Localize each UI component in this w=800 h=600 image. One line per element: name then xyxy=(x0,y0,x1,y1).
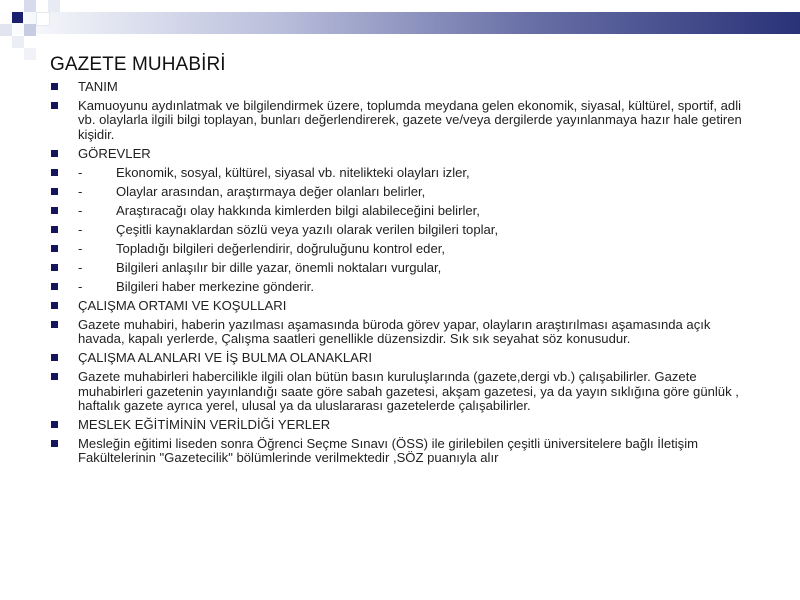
deco-square xyxy=(36,12,50,26)
list-item xyxy=(50,370,760,413)
list-item-text: Ekonomik, sosyal, kültürel, siyasal vb. nitelikteki olayları izler, xyxy=(116,164,470,180)
square-bullet-icon xyxy=(51,245,58,252)
list-item-text: TANIM xyxy=(78,79,118,94)
list-item xyxy=(50,299,760,313)
square-bullet-icon xyxy=(51,102,58,109)
dash-marker: - xyxy=(78,164,83,180)
square-bullet-icon xyxy=(51,302,58,309)
square-bullet-icon xyxy=(51,321,58,328)
square-bullet-icon xyxy=(51,283,58,290)
square-bullet-icon xyxy=(51,150,58,157)
list-item-text: Gazete muhabiri, haberin yazılması aşamasında büroda görev yapar, olayların araştırılması aşamasında açık havada, kapalı yerlerde, Çalışma saatleri genellikle düzensizdir. Sık sık seyahat söz konusudur. xyxy=(78,316,711,347)
list-item xyxy=(50,261,760,275)
deco-square xyxy=(24,24,36,36)
list-item-text: Bilgileri anlaşılır bir dille yazar, önemli noktaları vurgular, xyxy=(116,259,442,275)
list-item xyxy=(50,99,760,142)
dash-marker: - xyxy=(78,240,83,256)
content-list xyxy=(50,80,760,470)
list-item xyxy=(50,437,760,466)
square-bullet-icon xyxy=(51,83,58,90)
square-bullet-icon xyxy=(51,226,58,233)
square-bullet-icon xyxy=(51,440,58,447)
square-bullet-icon xyxy=(51,373,58,380)
list-item xyxy=(50,147,760,161)
deco-square xyxy=(12,12,23,23)
deco-square xyxy=(12,36,24,48)
square-bullet-icon xyxy=(51,169,58,176)
list-item xyxy=(50,223,760,237)
list-item-text: Topladığı bilgileri değerlendirir, doğruluğunu kontrol eder, xyxy=(116,240,446,256)
list-item-text: MESLEK EĞİTİMİNİN VERİLDİĞİ YERLER xyxy=(78,417,331,433)
dash-marker: - xyxy=(78,183,83,199)
list-item-text: Gazete muhabirleri habercilikle ilgili olan bütün basın kuruluşlarında (gazete,dergi vb.) çalışabilirler. Gazete muhabirleri gazetenin yayınlandığı saate göre sabah gazetesi, akşam gazetesi, ya da yayın sıklığına göre günlük , haftalık gazete ayrıca yerel, ulusal ya da uluslararası gazetelerde çalışabilirler. xyxy=(78,369,739,414)
list-item-text: Araştıracağı olay hakkında kimlerden bilgi alabileceğini belirler, xyxy=(116,202,480,218)
list-item xyxy=(50,166,760,180)
square-bullet-icon xyxy=(51,421,58,428)
dash-marker: - xyxy=(78,221,83,237)
list-item xyxy=(50,351,760,365)
list-item-text: GÖREVLER xyxy=(78,145,151,161)
list-item-text: Bilgileri haber merkezine gönderir. xyxy=(116,278,314,294)
list-item-text: Mesleğin eğitimi liseden sonra Öğrenci Seçme Sınavı (ÖSS) ile girilebilen çeşitli üniversitelere bağlı İletişim Fakültelerinin "Gazetecilik" bölümlerinde verilmektedir ,SÖZ puanıyla alır xyxy=(78,436,699,466)
square-bullet-icon xyxy=(51,264,58,271)
dash-marker: - xyxy=(78,278,83,294)
deco-square xyxy=(24,48,36,60)
list-item xyxy=(50,418,760,432)
deco-square xyxy=(48,0,60,12)
list-item-text: Olaylar arasından, araştırmaya değer olanları belirler, xyxy=(116,183,426,199)
list-item xyxy=(50,280,760,294)
list-item-text: ÇALIŞMA ALANLARI VE İŞ BULMA OLANAKLARI xyxy=(78,350,373,366)
square-bullet-icon xyxy=(51,207,58,214)
gradient-band xyxy=(0,12,800,34)
square-bullet-icon xyxy=(51,354,58,361)
deco-square xyxy=(0,24,12,36)
list-item xyxy=(50,204,760,218)
dash-marker: - xyxy=(78,259,83,275)
list-item-text: Çeşitli kaynaklardan sözlü veya yazılı olarak verilen bilgileri toplar, xyxy=(116,221,499,237)
list-item-text: ÇALIŞMA ORTAMI VE KOŞULLARI xyxy=(78,297,287,313)
dash-marker: - xyxy=(78,202,83,218)
deco-square xyxy=(24,0,36,12)
list-item xyxy=(50,80,760,94)
list-item xyxy=(50,242,760,256)
list-item-text: Kamuoyunu aydınlatmak ve bilgilendirmek üzere, toplumda meydana gelen ekonomik, siyasal, kültürel, sportif, adli vb. olaylarla ilgili bilgi toplayan, bunları değerlendirerek, gazete ve/veya dergilerde yayınlanmaya hazır hale getiren kişidir. xyxy=(78,98,742,142)
list-item xyxy=(50,185,760,199)
slide-title: GAZETE MUHABİRİ xyxy=(50,54,226,75)
square-bullet-icon xyxy=(51,188,58,195)
header-decoration xyxy=(0,0,800,60)
list-item xyxy=(50,318,760,347)
